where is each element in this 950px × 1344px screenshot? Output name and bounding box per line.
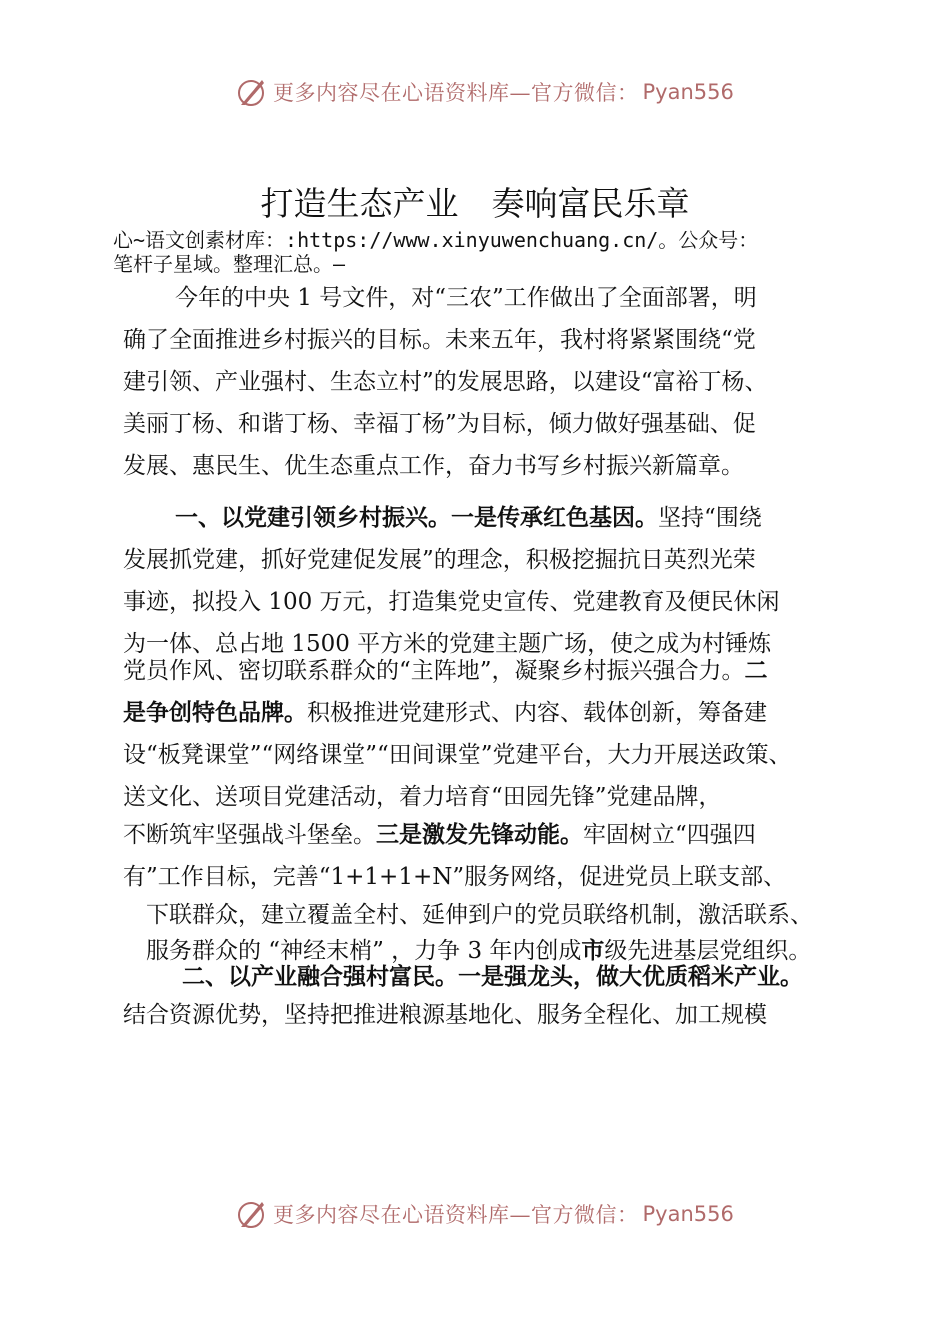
paragraph-line: 设“板凳课堂”“网络课堂”“田间课堂”党建平台，大力开展送政策、 [123,742,792,768]
paragraph-line [123,650,843,692]
document-title: 打造生态产业 奏响富民乐章 [260,184,690,223]
text-run-bold: 市 [581,938,605,964]
text-run: 服务群众的 “神经末梢” ，力争 3 年内创成 [123,938,582,964]
section1-point1-title: 一是传承红色基因。 [451,505,658,531]
paragraph-line: 发展、惠民生、优生态重点工作，奋力书写乡村振兴新篇章。 [123,453,744,479]
text-run: 不断筑牢坚强战斗堡垒。 [123,822,376,848]
source-line: 心~语文创素材库：:https://www.xinyuwenchuang.cn/。公众号： [113,228,759,252]
watermark-text: 更多内容尽在心语资料库—官方微信： [273,1203,639,1227]
paragraph-line: 下联群众，建立覆盖全村、延伸到户的党员联络机制，激活联系、 [123,902,813,928]
paragraph-line: 发展抓党建，抓好党建促发展”的理念，积极挖掘抗日英烈光荣 [123,547,756,573]
section2-point1-title: 一是强龙头，做大优质稻米产业。 [458,964,803,990]
section2-heading: 二、以产业融合强村富民。 [159,964,458,990]
section1-point2-title: 是争创特色品牌。 [123,700,307,726]
text-run: 积极推进党建形式、内容、载体创新，筹备建 [307,700,767,726]
paragraph-line [123,958,843,996]
paragraph-line: 为一体、总占地 1500 平方米的党建主题广场，使之成为村锤炼 [123,631,772,657]
section1-point2-title-start: 二 [744,658,768,684]
paragraph-line: 确了全面推进乡村振兴的目标。未来五年，我村将紧紧围绕“党 [123,327,756,353]
paragraph-line: 结合资源优势，坚持把推进粮源基地化、服务全程化、加工规模 [123,1002,767,1028]
text-run: 级先进基层党组织。 [604,938,812,964]
paragraph-line: 有”工作目标，完善“1+1+1+N”服务网络，促进党员上联支部、 [123,864,787,890]
section1-point3-title: 三是激发先锋动能。 [376,822,583,848]
paragraph-line: 建引领、产业强村、生态立村”的发展思路，以建设“富裕丁杨、 [123,369,768,395]
text-run: 牢固树立“四强四 [583,822,756,848]
paragraph-line: 送文化、送项目党建活动，着力培育“田园先锋”党建品牌， [123,784,722,810]
section1-paragraph [123,497,843,665]
paragraph-line [123,814,843,856]
section1-paragraph-cont2 [123,814,843,898]
source-note [113,228,848,276]
watermark-wechat-id: Pyan556 [642,1202,734,1226]
text-run: 坚持“围绕 [658,505,762,531]
section1-heading: 一、以党建引领乡村振兴。 [175,505,451,531]
section1-paragraph-cont [123,650,843,818]
intro-paragraph [123,277,843,487]
watermark-wechat-id: Pyan556 [642,80,734,104]
source-line: 笔杆子星域。整理汇总。— [113,252,346,276]
paragraph-line [123,692,843,734]
paragraph-line: 今年的中央 1 号文件，对“三农”工作做出了全面部署，明 [175,285,757,311]
text-run: 党员作风、密切联系群众的“主阵地”，凝聚乡村振兴强合力。 [123,658,745,684]
watermark-text: 更多内容尽在心语资料库—官方微信： [273,81,639,105]
quill-pen-logo-icon [235,1197,269,1231]
section2-paragraph [123,958,843,1034]
paragraph-line: 事迹，拟投入 100 万元，打造集党史宣传、党建教育及便民休闲 [123,589,780,615]
watermark-header [235,72,734,112]
paragraph-line: 美丽丁杨、和谐丁杨、幸福丁杨”为目标，倾力做好强基础、促 [123,411,756,437]
paragraph-line [123,497,843,539]
watermark-footer [235,1194,734,1234]
quill-pen-logo-icon [235,75,269,109]
